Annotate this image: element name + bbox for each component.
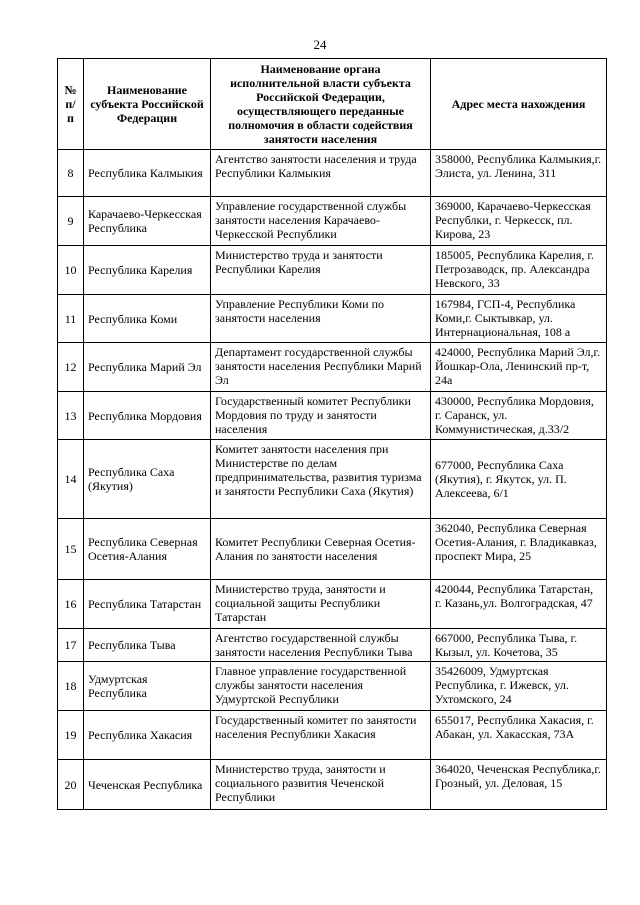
row-subject: Карачаево-Черкесская Республика xyxy=(84,197,211,246)
row-address: 358000, Республика Калмыкия,г. Элиста, ул. Ленина, 311 xyxy=(431,150,607,197)
table-row xyxy=(58,711,607,760)
row-organ: Главное управление государственной службы занятости населения Удмуртской Республики xyxy=(211,662,431,711)
row-num: 13 xyxy=(58,392,84,440)
row-address: 430000, Республика Мордовия, г. Саранск, ул. Коммунистическая, д.33/2 xyxy=(431,392,607,440)
row-organ: Агентство занятости населения и труда Республики Калмыкия xyxy=(211,150,431,197)
row-address: 369000, Карачаево-Черкесская Республки, г. Черкесск, пл. Кирова, 23 xyxy=(431,197,607,246)
row-organ: Государственный комитет Республики Мордовия по труду и занятости населения xyxy=(211,392,431,440)
row-num: 12 xyxy=(58,343,84,392)
row-subject: Республика Северная Осетия-Алания xyxy=(84,519,211,580)
row-num: 10 xyxy=(58,246,84,295)
row-organ: Комитет Республики Северная Осетия-Алания по занятости населения xyxy=(211,519,431,580)
table-row xyxy=(58,392,607,440)
row-organ: Департамент государственной службы занятости населения Республики Марий Эл xyxy=(211,343,431,392)
table-row xyxy=(58,662,607,711)
row-subject: Республика Карелия xyxy=(84,246,211,295)
row-address: 677000, Республика Саха (Якутия), г. Якутск, ул. П. Алексеева, 6/1 xyxy=(431,440,607,519)
table-row xyxy=(58,295,607,343)
row-subject: Республика Саха (Якутия) xyxy=(84,440,211,519)
row-num: 15 xyxy=(58,519,84,580)
row-address: 655017, Республика Хакасия, г. Абакан, ул. Хакасская, 73А xyxy=(431,711,607,760)
header-subject: Наименование субъекта Российской Федерации xyxy=(84,59,211,150)
row-subject: Республика Мордовия xyxy=(84,392,211,440)
row-subject: Республика Хакасия xyxy=(84,711,211,760)
row-num: 11 xyxy=(58,295,84,343)
row-subject: Республика Татарстан xyxy=(84,580,211,629)
row-address: 364020, Чеченская Республика,г. Грозный, ул. Деловая, 15 xyxy=(431,760,607,810)
page-number: 24 xyxy=(313,37,327,52)
row-subject: Чеченская Республика xyxy=(84,760,211,810)
row-organ: Комитет занятости населения при Министерстве по делам предпринимательства, развития туризма и занятости Республики Саха (Якутия) xyxy=(211,440,431,519)
row-num: 14 xyxy=(58,440,84,519)
row-address: 424000, Республика Марий Эл,г. Йошкар-Ола, Ленинский пр-т, 24а xyxy=(431,343,607,392)
row-organ: Министерство труда, занятости и социального развития Чеченской Республики xyxy=(211,760,431,810)
table-row xyxy=(58,150,607,197)
row-organ: Управление Республики Коми по занятости населения xyxy=(211,295,431,343)
row-subject: Республика Тыва xyxy=(84,629,211,662)
row-address: 420044, Республика Татарстан, г. Казань,ул. Волгоградская, 47 xyxy=(431,580,607,629)
row-organ: Государственный комитет по занятости населения Республики Хакасия xyxy=(211,711,431,760)
table-row xyxy=(58,760,607,810)
row-address: 35426009, Удмуртская Республика, г. Ижевск, ул. Ухтомского, 24 xyxy=(431,662,607,711)
row-num: 17 xyxy=(58,629,84,662)
row-subject: Республика Калмыкия xyxy=(84,150,211,197)
table-header-row xyxy=(58,59,607,150)
row-organ: Министерство труда и занятости Республики Карелия xyxy=(211,246,431,295)
row-address: 185005, Республика Карелия, г. Петрозаводск, пр. Александра Невского, 33 xyxy=(431,246,607,295)
row-subject: Республика Коми xyxy=(84,295,211,343)
row-num: 18 xyxy=(58,662,84,711)
table-row xyxy=(58,343,607,392)
table-row xyxy=(58,440,607,519)
row-organ: Управление государственной службы занятости населения Карачаево-Черкесской Республики xyxy=(211,197,431,246)
row-subject: Республика Марий Эл xyxy=(84,343,211,392)
table-row xyxy=(58,580,607,629)
row-organ: Министерство труда, занятости и социальной защиты Республики Татарстан xyxy=(211,580,431,629)
row-address: 667000, Республика Тыва, г. Кызыл, ул. Кочетова, 35 xyxy=(431,629,607,662)
row-subject: Удмуртская Республика xyxy=(84,662,211,711)
header-address: Адрес места нахождения xyxy=(431,59,607,150)
row-address: 167984, ГСП-4, Республика Коми,г. Сыктывкар, ул. Интернациональная, 108 а xyxy=(431,295,607,343)
row-organ: Агентство государственной службы занятости населения Республики Тыва xyxy=(211,629,431,662)
row-num: 8 xyxy=(58,150,84,197)
table-row xyxy=(58,519,607,580)
row-address: 362040, Республика Северная Осетия-Алания, г. Владикавказ, проспект Мира, 25 xyxy=(431,519,607,580)
agencies-table xyxy=(57,58,607,810)
row-num: 20 xyxy=(58,760,84,810)
table-row xyxy=(58,629,607,662)
header-num: № п/п xyxy=(58,59,84,150)
table-row xyxy=(58,197,607,246)
row-num: 16 xyxy=(58,580,84,629)
row-num: 9 xyxy=(58,197,84,246)
table-row xyxy=(58,246,607,295)
row-num: 19 xyxy=(58,711,84,760)
header-organ: Наименование органа исполнительной власти субъекта Российской Федерации, осуществляющего переданные полномочия в области содействия занятости населения xyxy=(211,59,431,150)
